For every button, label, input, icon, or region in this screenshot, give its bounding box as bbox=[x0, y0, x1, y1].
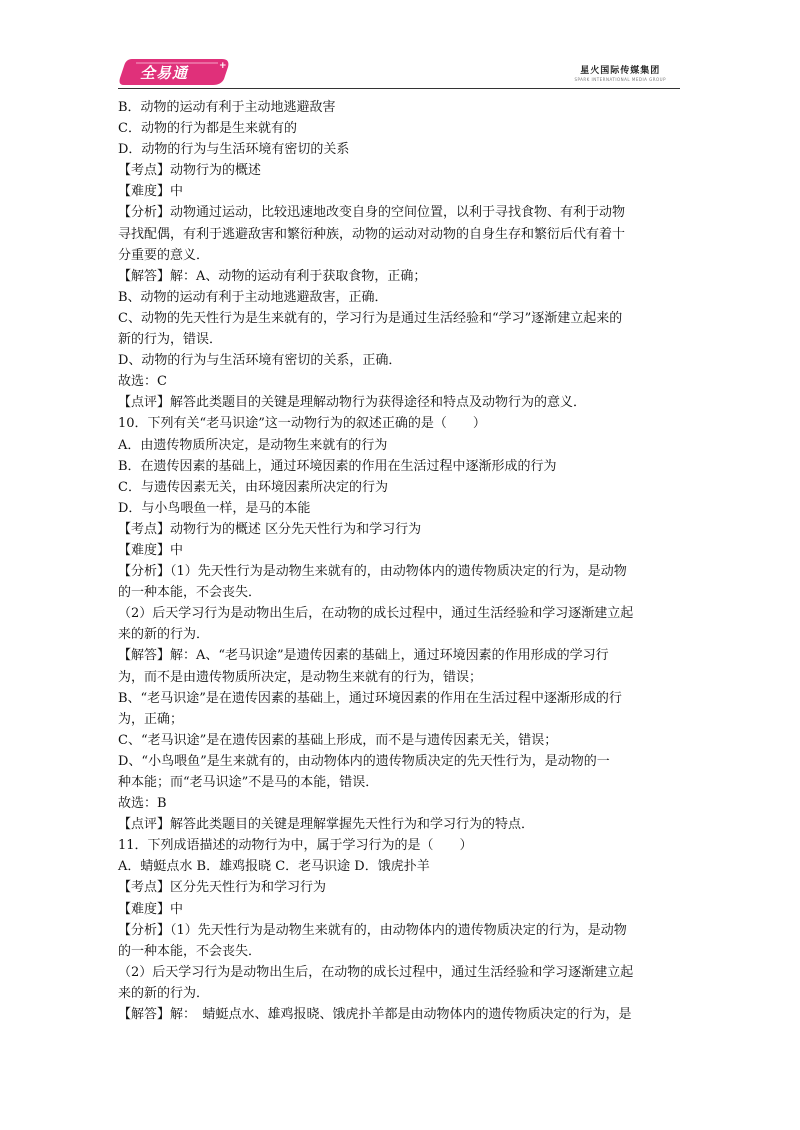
svg-text:+: + bbox=[219, 61, 227, 71]
text-line: 分重要的意义． bbox=[118, 247, 210, 263]
text-line: B．在遗传因素的基础上，通过环境因素的作用在生活过程中逐渐形成的行为 bbox=[118, 458, 557, 474]
text-line: 11．下列成语描述的动物行为中，属于学习行为的是（ ） bbox=[118, 838, 473, 854]
text-line: 10．下列有关“老马识途”这一动物行为的叙述正确的是（ ） bbox=[118, 416, 486, 432]
text-line: 【分析】（1）先天性行为是动物生来就有的，由动物体内的遗传物质决定的行为，是动物 bbox=[118, 564, 627, 580]
text-line: 故选：C bbox=[118, 374, 167, 390]
document-body bbox=[118, 97, 688, 1025]
text-line: D、“小鸟喂鱼”是生来就有的，由动物体内的遗传物质决定的先天性行为，是动物的一 bbox=[118, 753, 610, 769]
text-line: B．动物的运动有利于主动地逃避敌害 bbox=[118, 100, 336, 115]
text-line: 【解答】解： 蜻蜓点水、雄鸡报晓、饿虎扑羊都是由动物体内的遗传物质决定的行为，是 bbox=[118, 1007, 632, 1023]
text-line: 【考点】动物行为的概述 区分先天性行为和学习行为 bbox=[118, 521, 422, 537]
company-block bbox=[574, 63, 666, 82]
text-line: 【考点】动物行为的概述 bbox=[118, 163, 262, 179]
text-line: 【解答】解：A、“老马识途”是遗传因素的基础上，通过环境因素的作用形成的学习行 bbox=[118, 648, 609, 664]
text-line: 【点评】解答此类题目的关键是理解动物行为获得途径和特点及动物行为的意义． bbox=[118, 395, 587, 411]
text-line: C．动物的行为都是生来就有的 bbox=[118, 121, 297, 137]
company-name: 星火国际传媒集团 bbox=[580, 66, 661, 76]
text-line: 的一种本能，不会丧失． bbox=[118, 585, 262, 601]
text-line: 【难度】中 bbox=[118, 901, 184, 917]
header-divider bbox=[118, 88, 680, 89]
text-line: 为，正确； bbox=[118, 711, 184, 727]
text-line: A．由遗传物质所决定，是动物生来就有的行为 bbox=[118, 437, 388, 453]
text-line: 【分析】动物通过运动，比较迅速地改变自身的空间位置，以利于寻找食物、有利于动物 bbox=[118, 205, 626, 221]
text-line: 为，而不是由遗传物质所决定，是动物生来就有的行为，错误； bbox=[118, 669, 483, 685]
text-line: 【难度】中 bbox=[118, 184, 184, 200]
text-line: D．动物的行为与生活环境有密切的关系 bbox=[118, 142, 350, 158]
text-line: 来的新的行为． bbox=[118, 627, 210, 643]
text-line: B、动物的运动有利于主动地逃避敌害，正确． bbox=[118, 289, 388, 305]
text-line: 寻找配偶，有利于逃避敌害和繁衍种族，动物的运动对动物的自身生存和繁衍后代有着十 bbox=[118, 226, 626, 242]
text-line: 【考点】区分先天性行为和学习行为 bbox=[118, 880, 327, 896]
text-line: 【点评】解答此类题目的关键是理解掌握先天性行为和学习行为的特点． bbox=[118, 817, 535, 833]
text-line: （2）后天学习行为是动物出生后，在动物的成长过程中，通过生活经验和学习逐渐建立起 bbox=[118, 964, 634, 980]
text-line: 新的行为，错误． bbox=[118, 332, 223, 348]
text-line: 种本能；而“老马识途”不是马的本能，错误． bbox=[118, 775, 379, 790]
page-header bbox=[118, 58, 680, 92]
text-line: D、动物的行为与生活环境有密切的关系，正确． bbox=[118, 353, 402, 369]
text-line: A．蜻蜓点水 B．雄鸡报晓 C．老马识途 D．饿虎扑羊 bbox=[118, 859, 430, 875]
text-line: C．与遗传因素无关，由环境因素所决定的行为 bbox=[118, 479, 388, 495]
text-line: B、“老马识途”是在遗传因素的基础上，通过环境因素的作用在生活过程中逐渐形成的行 bbox=[118, 690, 622, 706]
text-line: C、动物的先天性行为是生来就有的，学习行为是通过生活经验和“学习”逐渐建立起来的 bbox=[118, 310, 623, 326]
text-line: 【分析】（1）先天性行为是动物生来就有的，由动物体内的遗传物质决定的行为，是动物 bbox=[118, 922, 627, 938]
logo-text: 全易通 bbox=[140, 64, 189, 82]
text-line: 故选：B bbox=[118, 796, 167, 812]
company-subtitle: SPARK INTERNATIONAL MEDIA GROUP bbox=[574, 77, 666, 82]
text-line: 的一种本能，不会丧失． bbox=[118, 943, 262, 959]
text-line: C、“老马识途”是在遗传因素的基础上形成，而不是与遗传因素无关，错误； bbox=[118, 732, 558, 748]
text-line: D．与小鸟喂鱼一样，是马的本能 bbox=[118, 500, 311, 516]
text-line: 【难度】中 bbox=[118, 542, 184, 558]
text-line: （2）后天学习行为是动物出生后，在动物的成长过程中，通过生活经验和学习逐渐建立起 bbox=[118, 606, 634, 622]
text-line: 【解答】解：A、动物的运动有利于获取食物，正确； bbox=[118, 268, 427, 284]
text-line: 来的新的行为． bbox=[118, 985, 210, 1001]
